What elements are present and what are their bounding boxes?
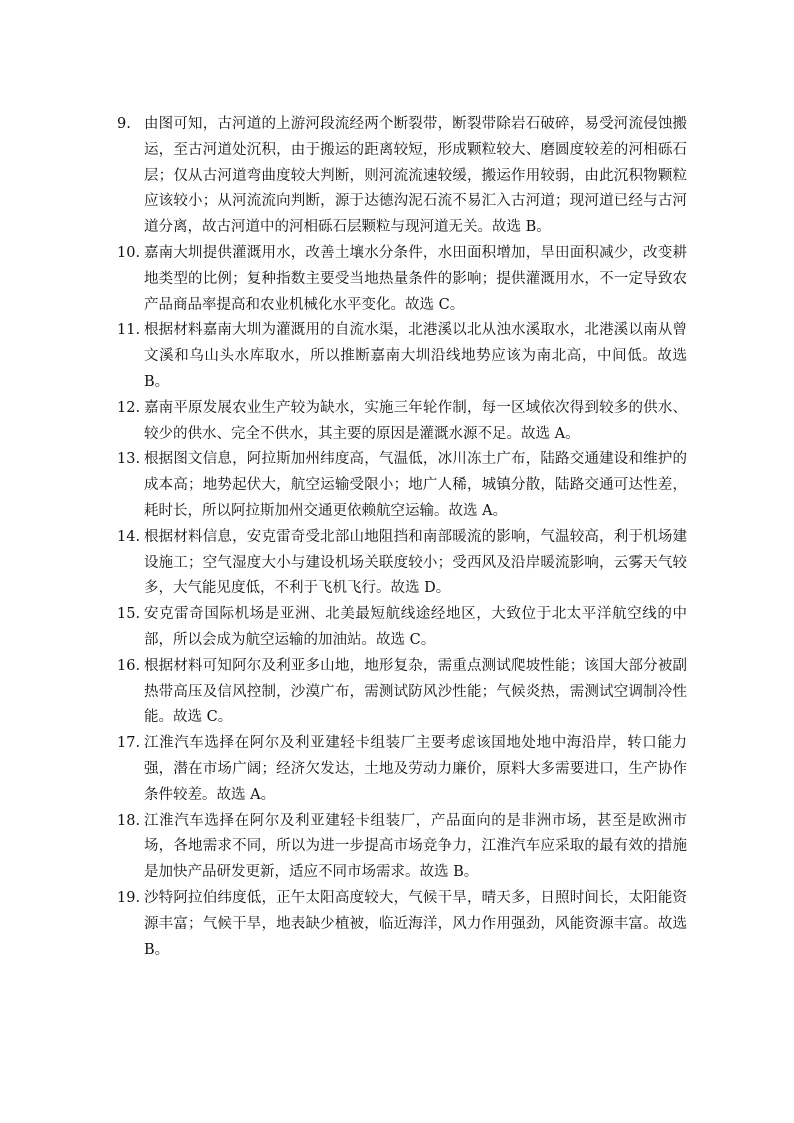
answer-text: 江淮汽车选择在阿尔及利亚建轻卡组装厂主要考虑该国地处地中海沿岸，转口能力强，潜在市场广阔；经济欠发达，土地及劳动力廉价，原料大多需要进口，生产协作条件较差。故选 A。	[144, 735, 687, 803]
answer-number: 15.	[117, 606, 141, 623]
answer-number: 13.	[117, 451, 141, 468]
answer-item-19	[117, 886, 687, 963]
answer-item-16	[117, 654, 687, 731]
answer-text: 由图可知，古河道的上游河段流经两个断裂带，断裂带除岩石破碎，易受河流侵蚀搬运，至古河道处沉积，由于搬运的距离较短，形成颗粒较大、磨圆度较差的河相砾石层；仅从古河道弯曲度较大判断，则河流流速较缓，搬运作用较弱，由此沉积物颗粒应该较小；从河流流向判断，源于达德沟泥石流不易汇入古河道；现河道已经与古河道分离，故古河道中的河相砾石层颗粒与现河道无关。故选 B。	[144, 116, 687, 236]
answer-text: 沙特阿拉伯纬度低，正午太阳高度较大，气候干旱，晴天多，日照时间长，太阳能资源丰富；气候干旱，地表缺少植被，临近海洋，风力作用强劲，风能资源丰富。故选 B。	[144, 889, 687, 958]
answer-number: 9.	[117, 116, 131, 132]
answer-text: 根据材料嘉南大圳为灌溉用的自流水渠，北港溪以北从浊水溪取水，北港溪以南从曾文溪和乌山头水库取水，所以推断嘉南大圳沿线地势应该为南北高，中间低。故选 B。	[144, 322, 687, 390]
answer-text: 根据图文信息，阿拉斯加州纬度高，气温低，冰川冻土广布，陆路交通建设和维护的成本高；地势起伏大，航空运输受限小；地广人稀，城镇分散，陆路交通可达性差，耗时长，所以阿拉斯加州交通更依赖航空运输。故选 A。	[144, 451, 687, 519]
answer-explanations-list	[117, 112, 687, 963]
answer-number: 12.	[117, 399, 141, 416]
answer-text: 根据材料信息，安克雷奇受北部山地阻挡和南部暖流的影响，气温较高，利于机场建设施工；空气湿度大小与建设机场关联度较小；受西风及沿岸暖流影响，云雾天气较多，大气能见度低，不利于飞机飞行。故选 D。	[144, 528, 687, 597]
answer-text: 安克雷奇国际机场是亚洲、北美最短航线途经地区，大致位于北太平洋航空线的中部，所以会成为航空运输的加油站。故选 C。	[144, 606, 687, 648]
answer-item-12	[117, 396, 687, 448]
answer-text: 江淮汽车选择在阿尔及利亚建轻卡组装厂，产品面向的是非洲市场，甚至是欧洲市场，各地需求不同，所以为进一步提高市场竞争力，江淮汽车应采取的最有效的措施是加快产品研发更新，适应不同市场需求。故选 B。	[144, 812, 687, 881]
answer-item-9	[117, 112, 687, 241]
answer-number: 19.	[117, 889, 141, 906]
answer-number: 11.	[117, 322, 141, 339]
answer-item-11	[117, 318, 687, 395]
answer-item-14	[117, 525, 687, 602]
answer-item-18	[117, 809, 687, 886]
answer-text: 根据材料可知阿尔及利亚多山地，地形复杂，需重点测试爬坡性能；该国大部分被副热带高压及信风控制，沙漠广布，需测试防风沙性能；气候炎热，需测试空调制冷性能。故选 C。	[144, 657, 687, 726]
answer-number: 17.	[117, 735, 141, 752]
answer-item-17	[117, 731, 687, 808]
answer-number: 10.	[117, 244, 141, 261]
answer-number: 14.	[117, 528, 141, 545]
answer-number: 18.	[117, 812, 141, 829]
answer-text: 嘉南平原发展农业生产较为缺水，实施三年轮作制，每一区域依次得到较多的供水、较少的供水、完全不供水，其主要的原因是灌溉水源不足。故选 A。	[144, 399, 687, 442]
answer-text: 嘉南大圳提供灌溉用水，改善土壤水分条件，水田面积增加，旱田面积减少，改变耕地类型的比例；复种指数主要受当地热量条件的影响；提供灌溉用水，不一定导致农产品商品率提高和农业机械化水平变化。故选 C。	[144, 244, 687, 313]
answer-item-13	[117, 447, 687, 524]
answer-number: 16.	[117, 657, 141, 674]
answer-item-10	[117, 241, 687, 318]
answer-item-15	[117, 602, 687, 654]
